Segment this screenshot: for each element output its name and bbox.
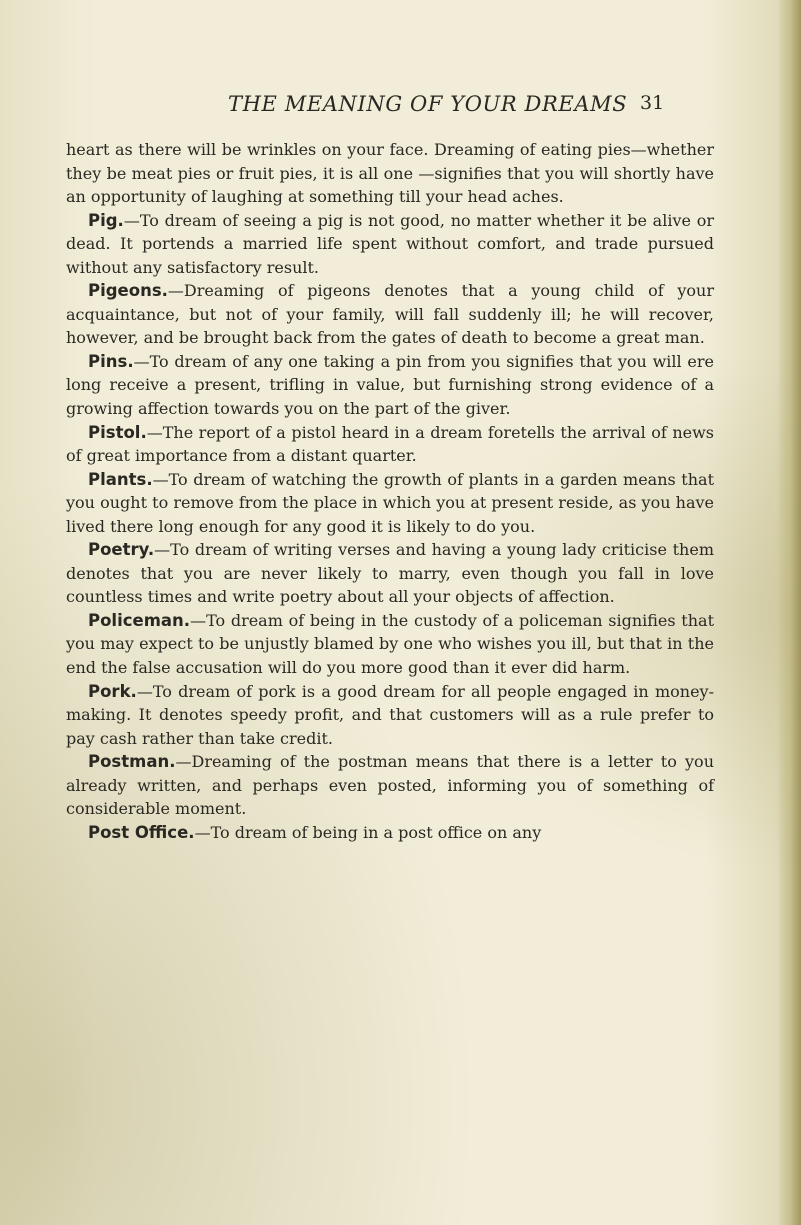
entry-text: —Dreaming of the postman means that there is a letter to you already written, and perhaps even posted, informing you of something of considerable moment.	[66, 752, 714, 819]
body-text	[66, 138, 714, 844]
entry-term: Policeman.	[88, 610, 191, 630]
entry-text: —To dream of writing verses and having a young lady criticise them denotes that you are never likely to marry, even though you fall in love countless times and write poetry about all your objects of affection.	[66, 540, 714, 607]
entry-text: —Dreaming of pigeons denotes that a young child of your acquaintance, but not of your family, will fall suddenly ill; he will recover, however, and be brought back from the gates of death to become a great man.	[66, 281, 714, 348]
entry-pins	[66, 350, 714, 421]
entry-text: —To dream of any one taking a pin from you signifies that you will ere long receive a present, trifling in value, but furnishing strong evidence of a growing affection towards you on the part of the giver.	[66, 351, 714, 419]
entry-term: Pork.	[88, 681, 137, 701]
entry-term: Poetry.	[88, 540, 155, 560]
entry-term: Pistol.	[88, 422, 147, 442]
entry-term: Postman.	[88, 752, 176, 772]
entry-pig	[66, 209, 714, 280]
entry-term: Plants.	[88, 469, 153, 489]
entry-pistol	[66, 421, 714, 468]
entry-pigeons	[66, 279, 714, 350]
page-edge-shadow	[777, 0, 801, 1225]
running-title: THE MEANING OF YOUR DREAMS	[228, 92, 628, 116]
entry-policeman	[66, 609, 714, 680]
entry-term: Post Office.	[88, 822, 195, 842]
running-head	[0, 92, 801, 122]
continuation-paragraph: heart as there will be wrinkles on your face. Dreaming of eating pies—whether they be meat pies or fruit pies, it is all one —signifies that you will shortly have an opportunity of laughing at something till your head aches.	[66, 140, 714, 207]
entry-postman	[66, 750, 714, 821]
entry-plants	[66, 468, 714, 539]
entry-post-office	[66, 821, 714, 845]
entry-text: —To dream of pork is a good dream for all people engaged in money-making. It denotes speedy profit, and that customers will as a rule prefer to pay cash rather than take credit.	[66, 681, 714, 748]
entry-text: —To dream of being in the custody of a policeman signifies that you may expect to be unjustly blamed by one who wishes you ill, but that in the end the false accusation will do you more good than it ever did harm.	[66, 610, 714, 678]
entry-poetry	[66, 538, 714, 609]
entry-text: —The report of a pistol heard in a dream foretells the arrival of news of great importance from a distant quarter.	[66, 422, 714, 466]
entry-text: —To dream of being in a post office on any	[194, 822, 542, 842]
page-number: 31	[640, 92, 665, 114]
entry-term: Pigeons.	[88, 281, 168, 301]
entry-pork	[66, 680, 714, 751]
entry-term: Pig.	[88, 210, 124, 230]
entry-text: —To dream of seeing a pig is not good, no matter whether it be alive or dead. It portends a married life spent without comfort, and trade pursued without any satisfactory result.	[66, 210, 714, 277]
entry-text: —To dream of watching the growth of plants in a garden means that you ought to remove from the place in which you at present reside, as you have lived there long enough for any good it is likely to do you.	[66, 469, 714, 536]
entry-term: Pins.	[88, 351, 134, 371]
